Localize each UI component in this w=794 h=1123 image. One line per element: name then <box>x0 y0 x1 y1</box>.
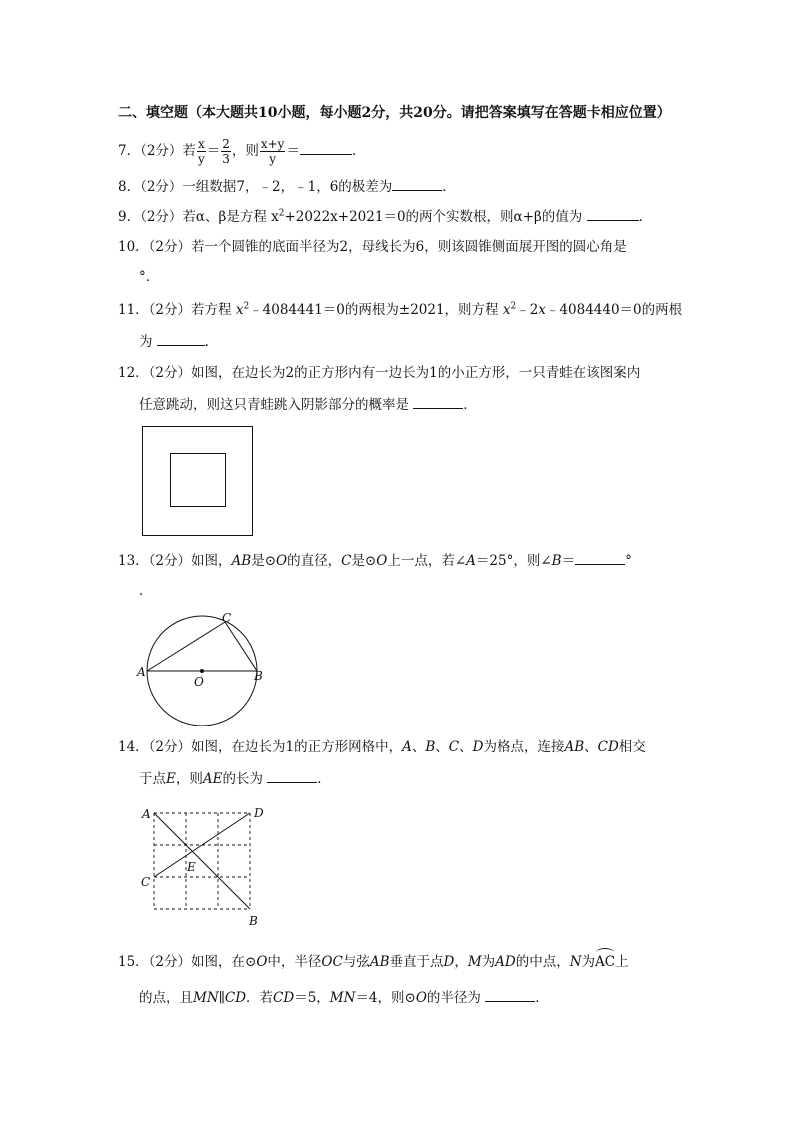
answer-blank[interactable] <box>267 769 317 783</box>
chord-ac <box>147 622 225 671</box>
label-b: B <box>254 669 263 683</box>
label-b: B <box>249 914 258 928</box>
chord-cb <box>225 622 257 671</box>
label-o: O <box>194 675 204 689</box>
center-point <box>200 669 204 673</box>
question-11-line-2: 为 ． <box>139 334 219 350</box>
answer-blank[interactable] <box>485 988 535 1002</box>
question-13-line-2: ． <box>139 583 153 599</box>
label-d: D <box>254 806 264 820</box>
label-a: A <box>137 665 146 679</box>
fraction-x-over-y: $\frac{x}{y}$ <box>197 137 205 166</box>
fraction-2-over-3: $\frac{2}{3}$ <box>222 137 230 166</box>
question-7: 7．（2分）若 $\frac{x}{y}$ ＝ $\frac{2}{3}$ ，则 $\frac{x+y}{y}$ ＝ ． <box>118 137 366 166</box>
question-10-line-2: °． <box>139 269 160 285</box>
question-12-line-1: 12．（2分）如图，在边长为2的正方形内有一边长为1的小正方形，一只青蛙在该图案内 <box>118 365 641 381</box>
answer-blank[interactable] <box>575 551 625 565</box>
answer-blank[interactable] <box>413 395 463 409</box>
label-c: C <box>141 875 151 889</box>
figure-nested-squares <box>140 424 256 538</box>
segment-ab <box>154 813 250 909</box>
question-8: 8．（2分）一组数据7，﹣2，﹣1，6的极差为 ． <box>118 179 456 195</box>
figure-circle <box>132 608 272 726</box>
inner-square <box>171 454 226 507</box>
outer-square <box>143 427 253 536</box>
question-10-line-1: 10．（2分）若一个圆锥的底面半径为2，母线长为6，则该圆锥侧面展开图的圆心角是 <box>118 239 627 255</box>
question-14-line-2: 于点E，则AE的长为 ． <box>139 771 331 787</box>
question-12-line-2: 任意跳动，则这只青蛙跳入阴影部分的概率是 ． <box>139 397 477 413</box>
figure-grid <box>136 800 272 932</box>
label-a: A <box>142 807 151 821</box>
answer-blank[interactable] <box>300 141 352 155</box>
fraction-xy-over-y: $\frac{x+y}{y}$ <box>260 137 285 166</box>
section-title: 二、填空题（本大题共10小题，每小题2分，共20分。请把答案填写在答题卡相应位置） <box>118 105 671 121</box>
question-13-line-1: 13．（2分）如图，AB是⊙O的直径，C是⊙O上一点，若∠A＝25°，则∠B＝ ° <box>118 553 632 569</box>
label-c: C <box>222 611 232 625</box>
question-15-line-1: 15．（2分）如图，在⊙O中，半径OC与弦AB垂直于点D，M为AD的中点，N为AC上 <box>118 954 629 970</box>
question-14-line-1: 14．（2分）如图，在边长为1的正方形网格中，A、B、C、D为格点，连接AB、CD相交 <box>118 739 646 755</box>
question-11-line-1: 11．（2分）若方程 $x^2﹣4084441=0$的两根为±2021，则方程 $x^2﹣2x﹣4084440=0$的两根 <box>118 301 683 318</box>
question-15-line-2: 的点，且MN∥CD．若CD＝5，MN＝4，则⊙O的半径为 ． <box>139 990 549 1006</box>
answer-blank[interactable] <box>587 207 639 221</box>
question-9: 9．（2分）若α、β是方程 $x^2+2022x+2021=0$的两个实数根，则α+β的值为 ． <box>118 208 653 225</box>
answer-blank[interactable] <box>157 332 205 346</box>
answer-blank[interactable] <box>392 177 442 191</box>
label-e: E <box>187 860 196 874</box>
arc-ac: AC <box>595 954 616 970</box>
